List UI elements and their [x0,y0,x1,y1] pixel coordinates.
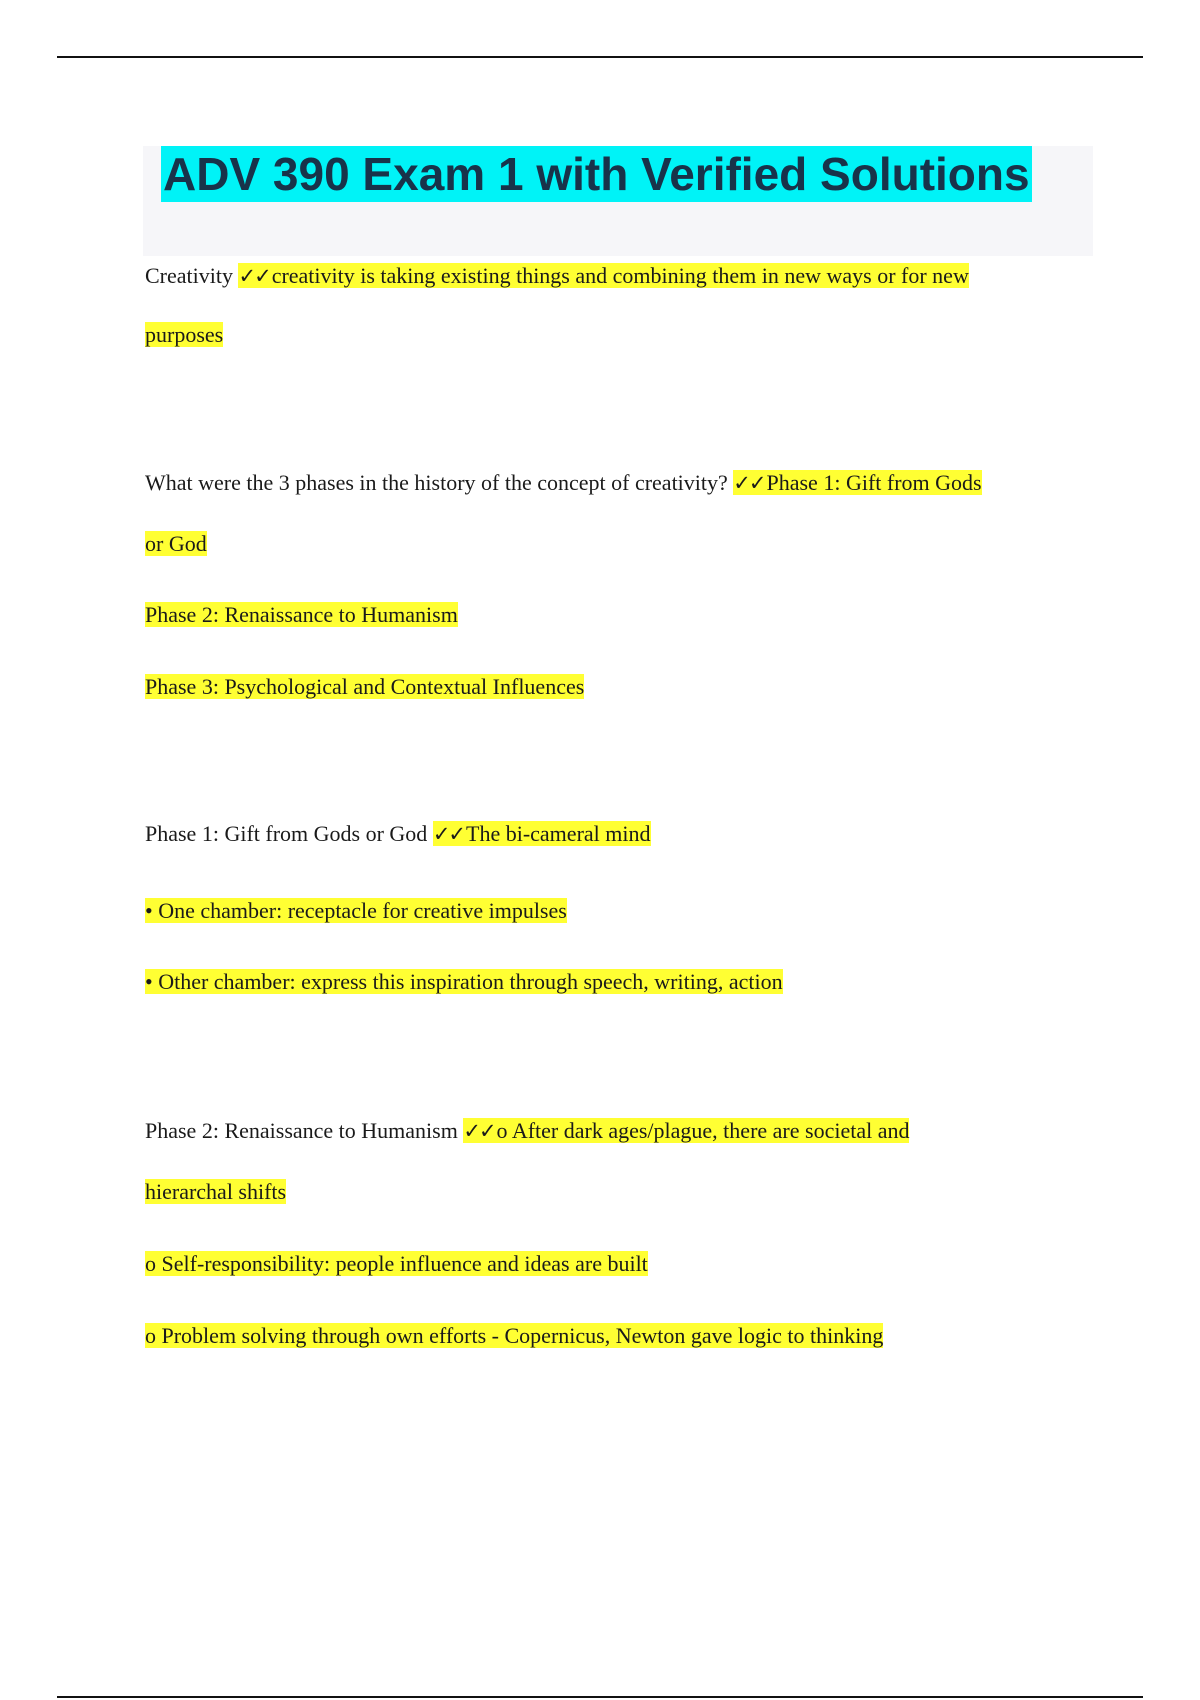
answer-line: or God [145,531,207,556]
answer-line: Phase 3: Psychological and Contextual Influences [145,674,585,699]
answer-text: ✓✓Phase 1: Gift from Gods [733,470,982,495]
question-text: Phase 2: Renaissance to Humanism [145,1118,458,1143]
check-icon: ✓✓ [733,471,765,495]
qa-item-phases [145,468,982,498]
answer-line: • One chamber: receptacle for creative impulses [145,898,567,923]
question-text: What were the 3 phases in the history of the concept of creativity? [145,470,728,495]
check-icon: ✓✓ [432,822,465,846]
question-text: Phase 1: Gift from Gods or God [145,821,428,846]
check-icon: ✓✓ [463,1119,495,1143]
answer-line: Phase 2: Renaissance to Humanism [145,602,458,627]
answer-text: ✓✓The bi-cameral mind [432,821,651,846]
answer-line: hierarchal shifts [145,1179,287,1204]
qa-item-creativity [145,261,969,291]
answer-line: • Other chamber: express this inspiration through speech, writing, action [145,969,783,994]
question-text: Creativity [145,263,233,288]
answer-line: o Self-responsibility: people influence and ideas are built [145,1251,648,1276]
answer-text: ✓✓creativity is taking existing things and combining them in new ways or for new [238,263,969,288]
answer-line: purposes [145,322,224,347]
header-rule [57,56,1143,58]
answer-line: o Problem solving through own efforts - Copernicus, Newton gave logic to thinking [145,1323,884,1348]
title-block [143,146,1093,256]
document-title: ADV 390 Exam 1 with Verified Solutions [163,148,1030,200]
footer-rule [57,1696,1143,1698]
check-icon: ✓✓ [238,264,270,288]
qa-item-phase-2 [145,1116,909,1146]
qa-item-phase-1 [145,819,651,849]
answer-text: ✓✓o After dark ages/plague, there are societal and [463,1118,910,1143]
